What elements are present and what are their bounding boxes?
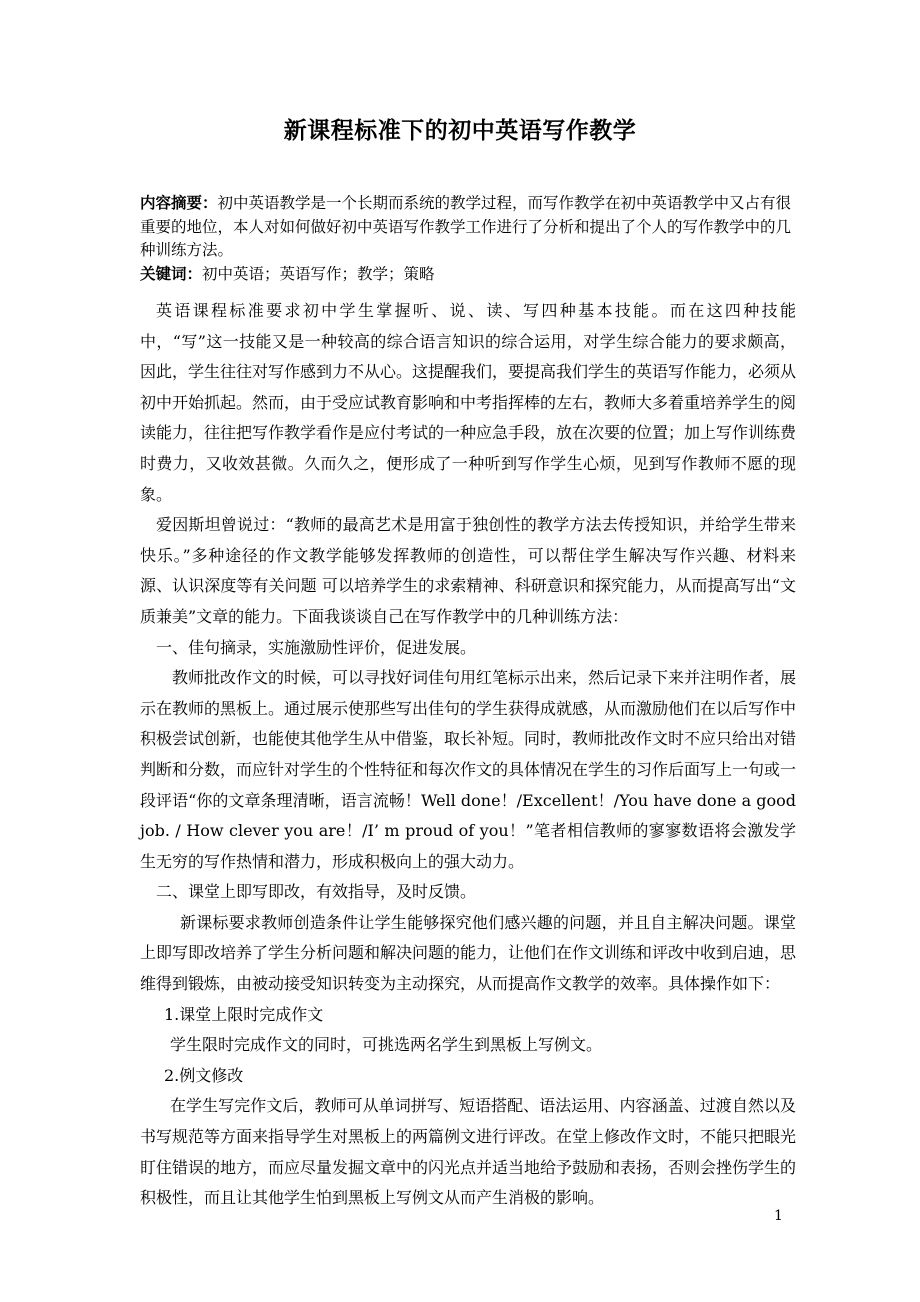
keywords-line [140,263,800,287]
body-paragraph: 教师批改作文的时候，可以寻找好词佳句用红笔标示出来，然后记录下来并注明作者，展示在教师的黑板上。通过展示使那些写出佳句的学生获得成就感，从而激励他们在以后写作中积极尝试创新，也能使其他学生从中借鉴，取长补短。同时，教师批改作文时不应只给出对错判断和分数，而应针对学生的个性特征和每次作文的具体情况在学生的习作后面写上一句或一段评语“你的文章条理清晰，语言流畅！Well done！/Excellent！/You have done a good job. / How clever you are！/I’ m proud of you！”笔者相信教师的寥寥数语将会激发学生无穷的写作热情和潜力，形成积极向上的强大动力。 [140,668,797,871]
abstract-paragraph [140,192,800,263]
body-paragraph: 英语课程标准要求初中学生掌握听、说、读、写四种基本技能。而在这四种技能中，“写”这一技能又是一种较高的综合语言知识的综合运用，对学生综合能力的要求颇高，因此，学生往往对写作感到力不从心。这提醒我们，要提高我们学生的英语写作能力，必须从初中开始抓起。然而，由于受应试教育影响和中考指挥棒的左右，教师大多着重培养学生的阅读能力，往往把写作教学看作是应付考试的一种应急手段，放在次要的位置；加上写作训练费时费力，又收效甚微。久而久之，便形成了一种听到写作学生心烦，见到写作教师不愿的现象。 [140,301,797,504]
body-paragraph: 新课标要求教师创造条件让学生能够探究他们感兴趣的问题，并且自主解决问题。课堂上即写即改培养了学生分析问题和解决问题的能力，让他们在作文训练和评改中收到启迪，思维得到锻炼，由被动接受知识转变为主动探究，从而提高作文教学的效率。具体操作如下： [140,912,797,994]
document-title: 新课程标准下的初中英语写作教学 [283,118,637,144]
abstract-text: 初中英语教学是一个长期而系统的教学过程，而写作教学在初中英语教学中又占有很重要的地位，本人对如何做好初中英语写作教学工作进行了分析和提出了个人的写作教学中的几种训练方法。 [140,194,792,259]
subsection-heading: 1.课堂上限时完成作文 [164,1004,324,1024]
document-body [140,296,796,1214]
body-paragraph: 学生限时完成作文的同时，可挑选两名学生到黑板上写例文。 [170,1035,603,1055]
body-paragraph: 在学生写完作文后，教师可从单词拼写、短语搭配、语法运用、内容涵盖、过渡自然以及书写规范等方面来指导学生对黑板上的两篇例文进行评改。在堂上修改作文时，不能只把眼光盯住错误的地方，而应尽量发掘文章中的闪光点并适当地给予鼓励和表扬，否则会挫伤学生的积极性，而且让其他学生怕到黑板上写例文从而产生消极的影响。 [140,1096,797,1208]
keywords-text: 初中英语；英语写作；教学；策略 [202,264,435,283]
keywords-label: 关键词： [140,264,203,283]
page-number: 1 [774,1208,783,1224]
abstract-section [140,192,800,286]
section-heading: 一、佳句摘录，实施激励性评价，促进发展。 [156,637,477,657]
section-heading: 二、课堂上即写即改，有效指导，及时反馈。 [156,882,477,902]
subsection-heading: 2.例文修改 [164,1065,244,1085]
abstract-label: 内容摘要： [140,194,218,212]
body-paragraph: 爱因斯坦曾说过：“教师的最高艺术是用富于独创性的教学方法去传授知识，并给学生带来快乐。”多种途径的作文教学能够发挥教师的创造性，可以帮住学生解决写作兴趣、材料来源、认识深度等有关问题 可以培养学生的求索精神、科研意识和探究能力，从而提高写出“文质兼美”文章的能力。下面我谈谈自己在写作教学中的几种训练方法： [140,515,796,626]
